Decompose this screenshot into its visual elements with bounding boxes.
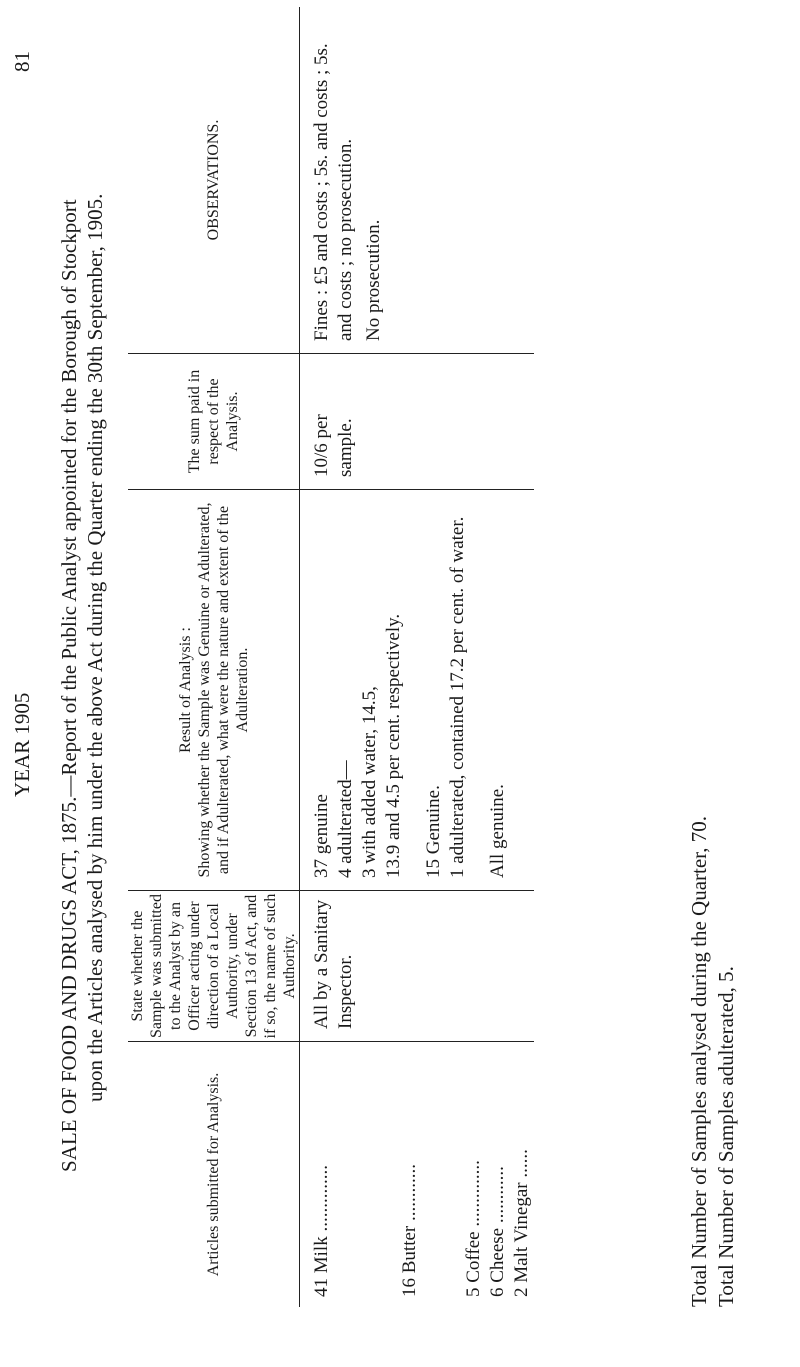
total-analysed: Total Number of Samples analysed during the Quarter, 70. bbox=[687, 815, 711, 1307]
result-milk-detail-2: 13.9 and 4.5 per cent. respectively. bbox=[383, 613, 404, 878]
result-butter-adulterated: 1 adulterated, contained 17.2 per cent. of water. bbox=[447, 516, 468, 878]
result-header-title: Result of Analysis : bbox=[176, 627, 194, 753]
col-result-header bbox=[128, 490, 300, 891]
result-cell bbox=[300, 490, 535, 891]
page-header bbox=[10, 27, 50, 1067]
page-number: 81 bbox=[10, 51, 34, 72]
table-header-row bbox=[128, 7, 300, 1307]
result-milk-detail-1: 3 with added water, 14.5, bbox=[359, 686, 380, 878]
col-observations-header: OBSERVATIONS. bbox=[128, 7, 300, 354]
observation-butter: No prosecution. bbox=[363, 219, 384, 341]
article-malt-vinegar: 2 Malt Vinegar ...... bbox=[511, 1149, 532, 1297]
articles-cell bbox=[300, 1042, 535, 1308]
observation-milk: Fines : £5 and costs ; 5s. and costs ; 5s. and costs ; no prosecution. bbox=[311, 43, 356, 341]
title-line-1: SALE OF FOOD AND DRUGS ACT, 1875.—Report of the Public Analyst appointed for the Borough of Stockport bbox=[57, 199, 81, 1172]
article-coffee: 5 Coffee .............. bbox=[463, 1160, 484, 1297]
running-head-year: YEAR 1905 bbox=[10, 692, 34, 797]
observations-cell bbox=[300, 7, 535, 354]
col-sum-header: The sum paid in respect of the Analysis. bbox=[128, 354, 300, 490]
table-body-row bbox=[300, 7, 535, 1307]
result-milk-adulterated: 4 adulterated— bbox=[335, 760, 356, 878]
analysis-table bbox=[128, 7, 534, 1307]
result-milk-genuine: 37 genuine bbox=[311, 794, 332, 878]
state-text: All by a Sanitary Inspector. bbox=[311, 899, 356, 1029]
report-title bbox=[56, 12, 108, 1172]
article-cheese: 6 Cheese ............ bbox=[487, 1166, 508, 1297]
article-butter: 16 Butter ............ bbox=[399, 1164, 420, 1297]
state-cell bbox=[300, 891, 535, 1042]
result-butter-genuine: 15 Genuine. bbox=[423, 785, 444, 878]
total-adulterated: Total Number of Samples adulterated, 5. bbox=[714, 966, 738, 1307]
col-articles-header: Articles submitted for Analysis. bbox=[128, 1042, 300, 1308]
sum-text: 10/6 per sample. bbox=[311, 414, 356, 477]
result-header-desc: Showing whether the Sample was Genuine or Adulterated, and if Adulterated, what were the nature and extent of the Adulteration. bbox=[195, 502, 251, 878]
result-all-genuine: All genuine. bbox=[487, 784, 508, 878]
col-state-header: State whether the Sample was submitted to the Analyst by an Officer acting under direction of a Local Authority, under Section 13 of Act, and if so, the name of such Authority. bbox=[128, 891, 300, 1042]
article-milk: 41 Milk .............. bbox=[311, 1165, 332, 1297]
totals-block bbox=[686, 816, 740, 1307]
sum-cell bbox=[300, 354, 535, 490]
title-line-2: upon the Articles analysed by him under the above Act during the Quarter ending the 30th September, 1905. bbox=[83, 193, 107, 1102]
